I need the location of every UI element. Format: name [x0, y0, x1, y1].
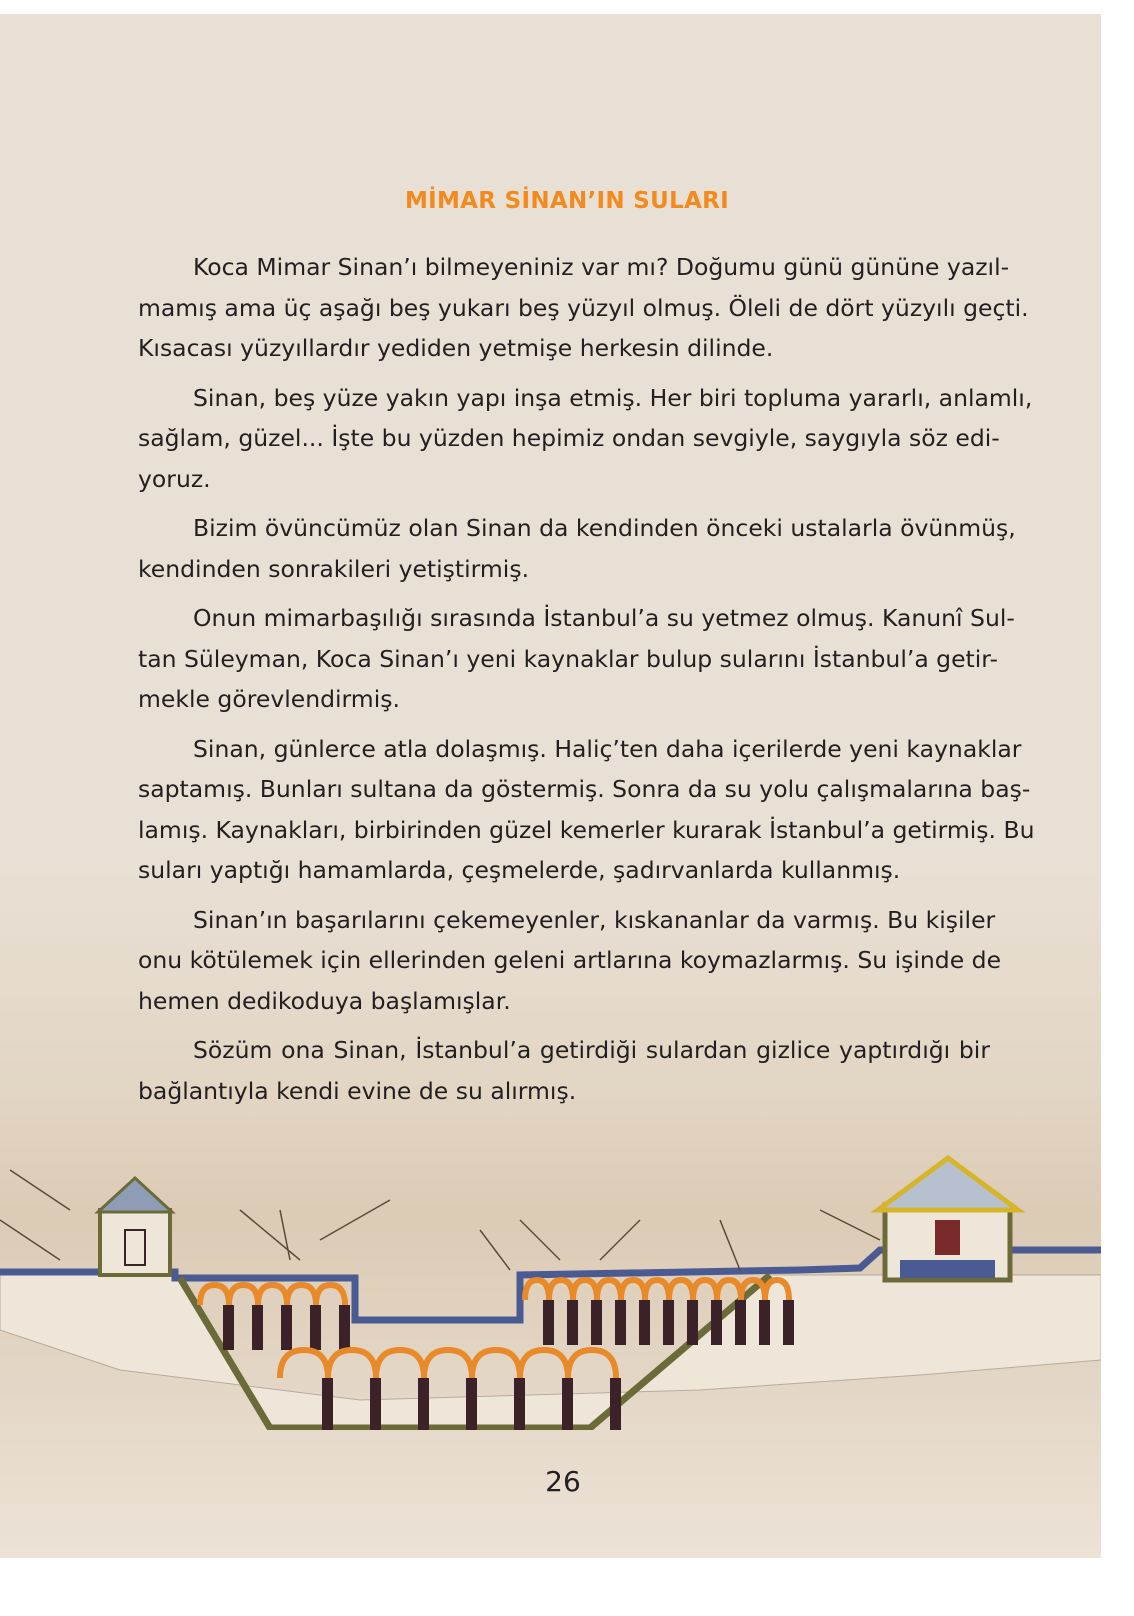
paragraph — [138, 508, 1016, 589]
arch — [568, 1350, 616, 1378]
right-pavilion — [878, 1158, 1018, 1280]
pillar — [418, 1378, 429, 1430]
paragraph — [138, 900, 1002, 1022]
text-line: tan Süleyman, Koca Sinan’ı yeni kaynaklar bulup sularını İstanbul’a getir- — [138, 644, 998, 673]
arch — [258, 1285, 287, 1305]
pillar — [783, 1300, 794, 1345]
arch — [645, 1280, 669, 1300]
story-text — [138, 247, 1035, 1120]
pillar — [591, 1300, 602, 1345]
pillar — [562, 1378, 573, 1430]
paragraph — [138, 1030, 990, 1111]
text-line: mekle görevlendirmiş. — [138, 685, 400, 713]
pillar — [281, 1305, 292, 1350]
text-line: saptamış. Bunları sultana da göstermiş. Sonra da su yolu çalışmalarına baş- — [138, 775, 1031, 803]
text-line: yoruz. — [138, 464, 211, 493]
arch — [549, 1280, 573, 1300]
pillar — [339, 1305, 350, 1350]
pillar — [466, 1378, 477, 1430]
pillar — [567, 1300, 578, 1345]
text-line: Onun mimarbaşılığı sırasında İstanbul’a su yetmez olmuş. Kanunî Sul- — [193, 604, 1015, 632]
pillar — [711, 1300, 722, 1345]
text-line: Bizim övüncümüz olan Sinan da kendinden önceki ustalarla övünmüş, — [193, 514, 1016, 542]
arch — [520, 1350, 568, 1378]
upper-arches-left — [200, 1285, 350, 1350]
arch — [525, 1280, 549, 1300]
text-line: bağlantıyla kendi evine de su alırmış. — [138, 1076, 577, 1105]
arch — [316, 1285, 345, 1305]
arch — [597, 1280, 621, 1300]
pillar — [615, 1300, 626, 1345]
pillar — [310, 1305, 321, 1350]
text-line: onu kötülemek için ellerinden geleni artlarına koymazlarmış. Su işinde de — [138, 946, 1002, 974]
arch — [287, 1285, 316, 1305]
pillar — [610, 1378, 621, 1430]
paragraph — [138, 729, 1035, 891]
arch — [328, 1350, 376, 1378]
arch — [669, 1280, 693, 1300]
text-line: suları yaptığı hamamlarda, çeşmelerde, şadırvanlarda kullanmış. — [138, 856, 901, 884]
arch — [424, 1350, 472, 1378]
text-line: Koca Mimar Sinan’ı bilmeyeniniz var mı? Doğumu günü gününe yazıl- — [193, 253, 1010, 281]
arch — [472, 1350, 520, 1378]
aqueduct-illustration — [0, 1150, 1101, 1430]
chapter-title: MİMAR SİNAN’IN SULARI — [404, 188, 730, 214]
paragraph — [138, 378, 1033, 500]
arch — [621, 1280, 645, 1300]
arch — [693, 1280, 717, 1300]
text-line: Sinan’ın başarılarını çekemeyenler, kıskananlar da varmış. Bu kişiler — [193, 905, 996, 934]
paragraph — [138, 598, 1015, 720]
pillar — [735, 1300, 746, 1345]
text-line: Sinan, beş yüze yakın yapı inşa etmiş. Her biri topluma yararlı, anlamlı, — [193, 383, 1033, 412]
arch — [717, 1280, 741, 1300]
pillar — [663, 1300, 674, 1345]
pillar — [322, 1378, 333, 1430]
pillar — [252, 1305, 263, 1350]
arch — [280, 1350, 328, 1378]
text-line: Sinan, günlerce atla dolaşmış. Haliç’ten daha içerilerde yeni kaynaklar — [193, 734, 1022, 763]
arch — [376, 1350, 424, 1378]
pillar — [223, 1305, 234, 1350]
arch — [573, 1280, 597, 1300]
text-line: kendinden sonrakileri yetiştirmiş. — [138, 554, 530, 583]
pillar — [639, 1300, 650, 1345]
arch — [200, 1285, 229, 1305]
text-line: Sözüm ona Sinan, İstanbul’a getirdiği sulardan gizlice yaptırdığı bir — [193, 1036, 990, 1064]
pillar — [370, 1378, 381, 1430]
text-line: sağlam, güzel... İşte bu yüzden hepimiz ondan sevgiyle, saygıyla söz edi- — [138, 424, 1000, 452]
text-line: hemen dedikoduya başlamışlar. — [138, 986, 511, 1015]
pillar — [543, 1300, 554, 1345]
paragraph — [138, 247, 1029, 369]
page-number: 26 — [545, 1465, 581, 1498]
pillar — [514, 1378, 525, 1430]
pillar — [759, 1300, 770, 1345]
text-line: mamış ama üç aşağı beş yukarı beş yüzyıl olmuş. Öleli de dört yüzyılı geçti. — [138, 293, 1029, 322]
pillar — [687, 1300, 698, 1345]
text-line: Kısacası yüzyıllardır yediden yetmişe herkesin dilinde. — [138, 334, 774, 362]
text-line: lamış. Kaynakları, birbirinden güzel kemerler kurarak İstanbul’a getirmiş. Bu — [138, 815, 1035, 844]
left-pavilion — [98, 1178, 172, 1275]
arch — [229, 1285, 258, 1305]
